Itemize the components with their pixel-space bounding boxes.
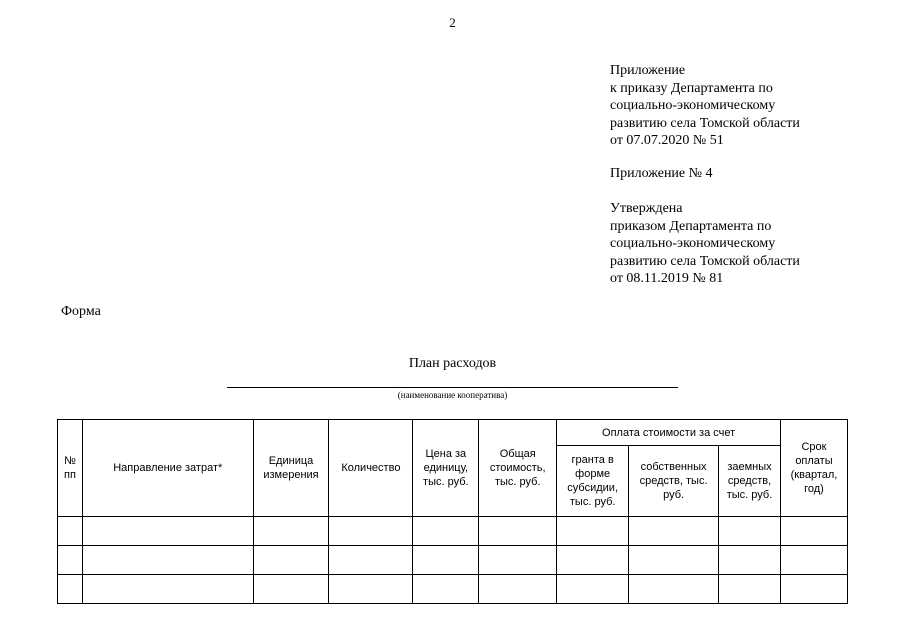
table-cell[interactable] (479, 517, 557, 546)
approved-line: развитию села Томской области (610, 253, 800, 269)
approved-line: от 08.11.2019 № 81 (610, 271, 724, 286)
table-cell[interactable] (780, 575, 847, 604)
table-cell[interactable] (82, 546, 253, 575)
appendix-header-line: развитию села Томской области (610, 115, 800, 131)
table-row (58, 546, 848, 575)
approved-line: приказом Департамента по (610, 218, 772, 234)
header-payment-group: Оплата стоимости за счет (557, 420, 781, 446)
table-cell[interactable] (329, 546, 413, 575)
header-direction: Направление затрат* (82, 420, 253, 517)
header-borrowed-funds: заемных средств, тыс. руб. (719, 446, 781, 517)
table-row (58, 517, 848, 546)
table-cell[interactable] (413, 575, 479, 604)
table-cell[interactable] (557, 517, 629, 546)
table-cell[interactable] (413, 517, 479, 546)
table-cell[interactable] (780, 546, 847, 575)
table-cell[interactable] (629, 575, 719, 604)
appendix-number (610, 165, 900, 183)
table-cell[interactable] (82, 575, 253, 604)
table-cell[interactable] (58, 546, 83, 575)
appendix-header-line: Приложение (610, 63, 686, 78)
header-grant: гранта в форме субсидии, тыс. руб. (557, 446, 629, 517)
table-cell[interactable] (719, 575, 781, 604)
header-total-cost: Общая стоимость, тыс. руб. (479, 420, 557, 517)
appendix-header (610, 62, 900, 150)
table-cell[interactable] (329, 517, 413, 546)
appendix-header-line: социально-экономическому (610, 98, 776, 113)
table-cell[interactable] (479, 575, 557, 604)
table-cell[interactable] (58, 575, 83, 604)
header-number: № пп (58, 420, 83, 517)
table-cell[interactable] (629, 517, 719, 546)
header-unit: Единица измерения (253, 420, 329, 517)
table-cell[interactable] (82, 517, 253, 546)
table-cell[interactable] (479, 546, 557, 575)
cooperative-name-caption: (наименование кооператива) (397, 390, 508, 400)
page-number: 2 (449, 15, 456, 30)
table-cell[interactable] (557, 575, 629, 604)
approved-block (610, 200, 900, 288)
table-cell[interactable] (780, 517, 847, 546)
form-label: Форма (61, 304, 101, 319)
appendix-header-line: от 07.07.2020 № 51 (610, 133, 724, 148)
plan-title: План расходов (408, 356, 497, 371)
table-cell[interactable] (629, 546, 719, 575)
table-cell[interactable] (413, 546, 479, 575)
table-cell[interactable] (557, 546, 629, 575)
table-cell[interactable] (329, 575, 413, 604)
header-own-funds: собственных средств, тыс. руб. (629, 446, 719, 517)
appendix-number-text: Приложение № 4 (610, 166, 713, 181)
table-cell[interactable] (253, 517, 329, 546)
cooperative-name-line (227, 387, 678, 388)
approved-line: социально-экономическому (610, 236, 776, 251)
approved-line: Утверждена (610, 201, 683, 216)
appendix-header-line: к приказу Департамента по (610, 80, 773, 96)
header-quantity: Количество (329, 420, 413, 517)
expense-plan-table (57, 419, 848, 604)
header-unit-price: Цена за единицу, тыс. руб. (413, 420, 479, 517)
table-row (58, 575, 848, 604)
table-cell[interactable] (253, 575, 329, 604)
table-cell[interactable] (719, 546, 781, 575)
table-header-row (58, 420, 848, 446)
table-cell[interactable] (253, 546, 329, 575)
table-cell[interactable] (719, 517, 781, 546)
table-cell[interactable] (58, 517, 83, 546)
header-payment-term: Срок оплаты (квартал, год) (780, 420, 847, 517)
